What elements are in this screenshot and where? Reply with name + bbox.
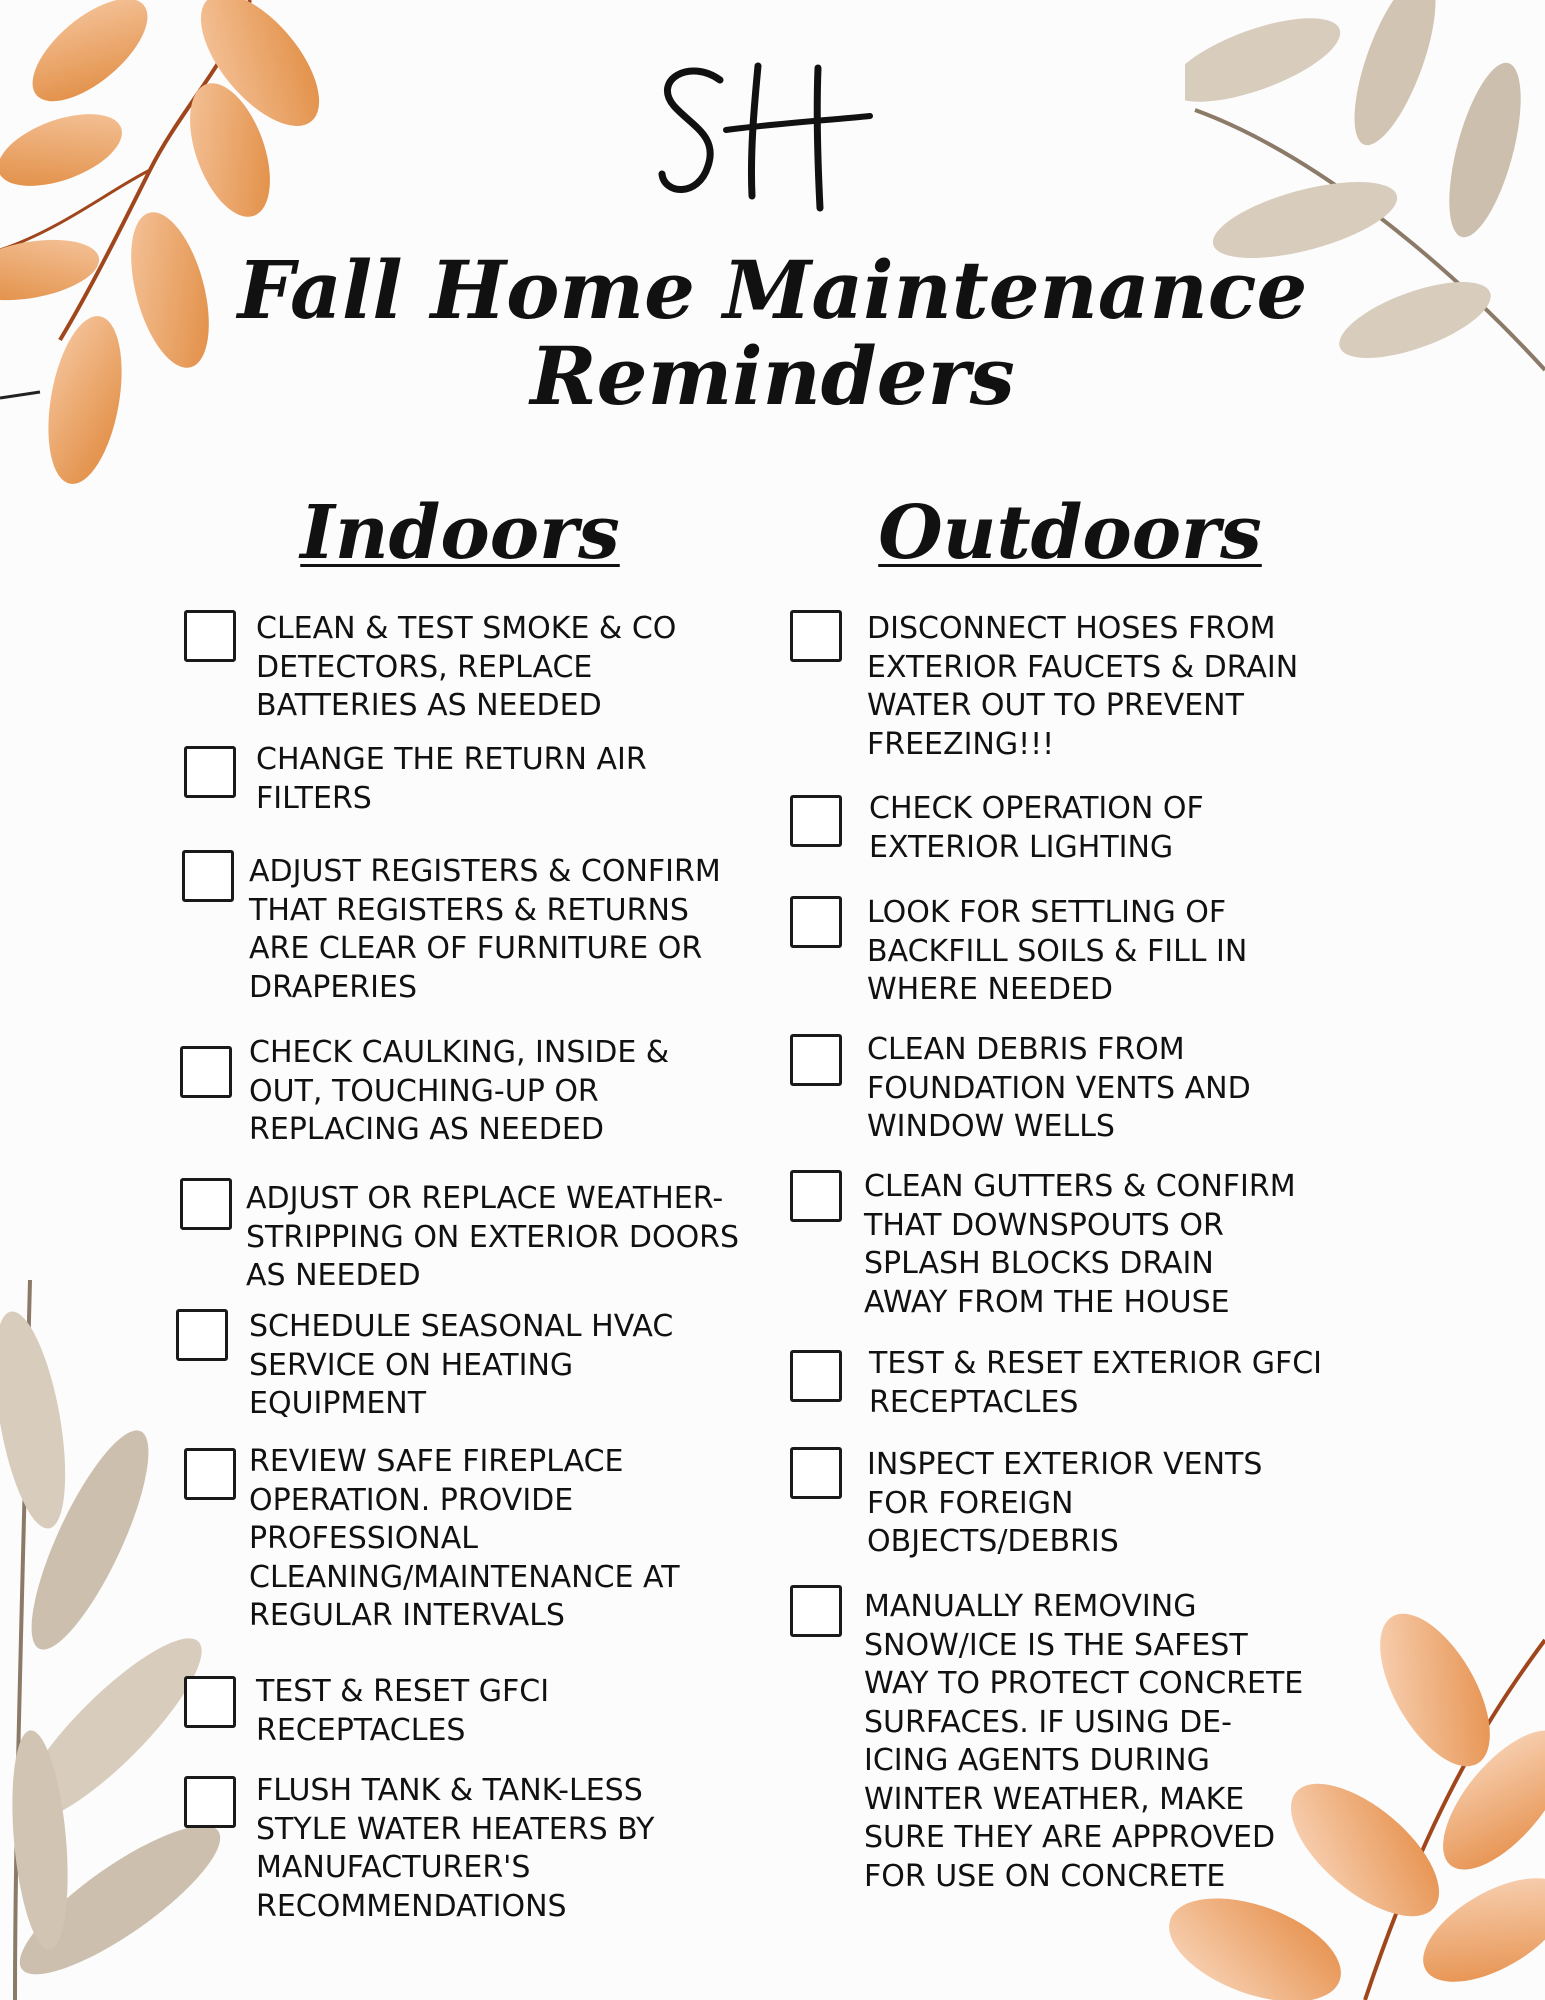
item-text: TEST & RESET GFCI RECEPTACLES xyxy=(256,1674,550,1748)
item-text: CLEAN & TEST SMOKE & CO DETECTORS, REPLACE BATTERIES AS NEEDED xyxy=(256,611,677,723)
checkbox[interactable] xyxy=(184,1776,236,1828)
checkbox[interactable] xyxy=(790,795,842,847)
outdoors-heading: Outdoors xyxy=(878,490,1262,576)
item-text: ADJUST OR REPLACE WEATHER- STRIPPING ON EXTERIOR DOORS AS NEEDED xyxy=(246,1181,740,1293)
item-text: CLEAN GUTTERS & CONFIRM THAT DOWNSPOUTS OR SPLASH BLOCKS DRAIN AWAY FROM THE HOUSE xyxy=(864,1169,1296,1320)
beige-leaves-bottom-left xyxy=(0,1280,230,2000)
checkbox[interactable] xyxy=(184,1448,236,1500)
checkbox[interactable] xyxy=(176,1309,228,1361)
checkbox[interactable] xyxy=(790,1170,842,1222)
item-text: MANUALLY REMOVING SNOW/ICE IS THE SAFEST WAY TO PROTECT CONCRETE SURFACES. IF USING DE- ICING AGENTS DURING WINTER WEATHER, MAKE SURE THEY ARE APPROVED FOR USE ON CONCRETE xyxy=(864,1589,1304,1894)
checkbox[interactable] xyxy=(182,850,234,902)
checkbox[interactable] xyxy=(184,746,236,798)
page-title-line-1: Fall Home Maintenance xyxy=(237,243,1308,337)
item-text: CHECK OPERATION OF EXTERIOR LIGHTING xyxy=(869,791,1204,865)
item-text: ADJUST REGISTERS & CONFIRM THAT REGISTERS & RETURNS ARE CLEAR OF FURNITURE OR DRAPERIES xyxy=(249,854,721,1005)
item-text: INSPECT EXTERIOR VENTS FOR FOREIGN OBJECTS/DEBRIS xyxy=(867,1447,1263,1559)
checkbox[interactable] xyxy=(180,1046,232,1098)
item-text: REVIEW SAFE FIREPLACE OPERATION. PROVIDE PROFESSIONAL CLEANING/MAINTENANCE AT REGULAR INTERVALS xyxy=(249,1444,680,1633)
checkbox[interactable] xyxy=(790,1034,842,1086)
checkbox[interactable] xyxy=(790,610,842,662)
item-text: TEST & RESET EXTERIOR GFCI RECEPTACLES xyxy=(869,1346,1323,1420)
item-text: DISCONNECT HOSES FROM EXTERIOR FAUCETS & DRAIN WATER OUT TO PREVENT FREEZING!!! xyxy=(867,611,1299,762)
checkbox[interactable] xyxy=(790,1585,842,1637)
checkbox[interactable] xyxy=(184,1676,236,1728)
item-text: CLEAN DEBRIS FROM FOUNDATION VENTS AND WINDOW WELLS xyxy=(867,1032,1251,1144)
item-text: LOOK FOR SETTLING OF BACKFILL SOILS & FILL IN WHERE NEEDED xyxy=(867,895,1248,1007)
sh-logo xyxy=(650,58,895,223)
checkbox[interactable] xyxy=(790,1350,842,1402)
checkbox[interactable] xyxy=(790,1447,842,1499)
item-text: CHECK CAULKING, INSIDE & OUT, TOUCHING-UP OR REPLACING AS NEEDED xyxy=(249,1035,670,1147)
item-text: SCHEDULE SEASONAL HVAC SERVICE ON HEATING EQUIPMENT xyxy=(249,1309,674,1421)
checkbox[interactable] xyxy=(180,1178,232,1230)
checkbox[interactable] xyxy=(790,896,842,948)
indoors-heading: Indoors xyxy=(300,490,620,576)
page-title-line-2: Reminders xyxy=(530,329,1015,423)
item-text: FLUSH TANK & TANK-LESS STYLE WATER HEATERS BY MANUFACTURER'S RECOMMENDATIONS xyxy=(256,1773,655,1924)
item-text: CHANGE THE RETURN AIR FILTERS xyxy=(256,742,647,816)
checkbox[interactable] xyxy=(184,610,236,662)
